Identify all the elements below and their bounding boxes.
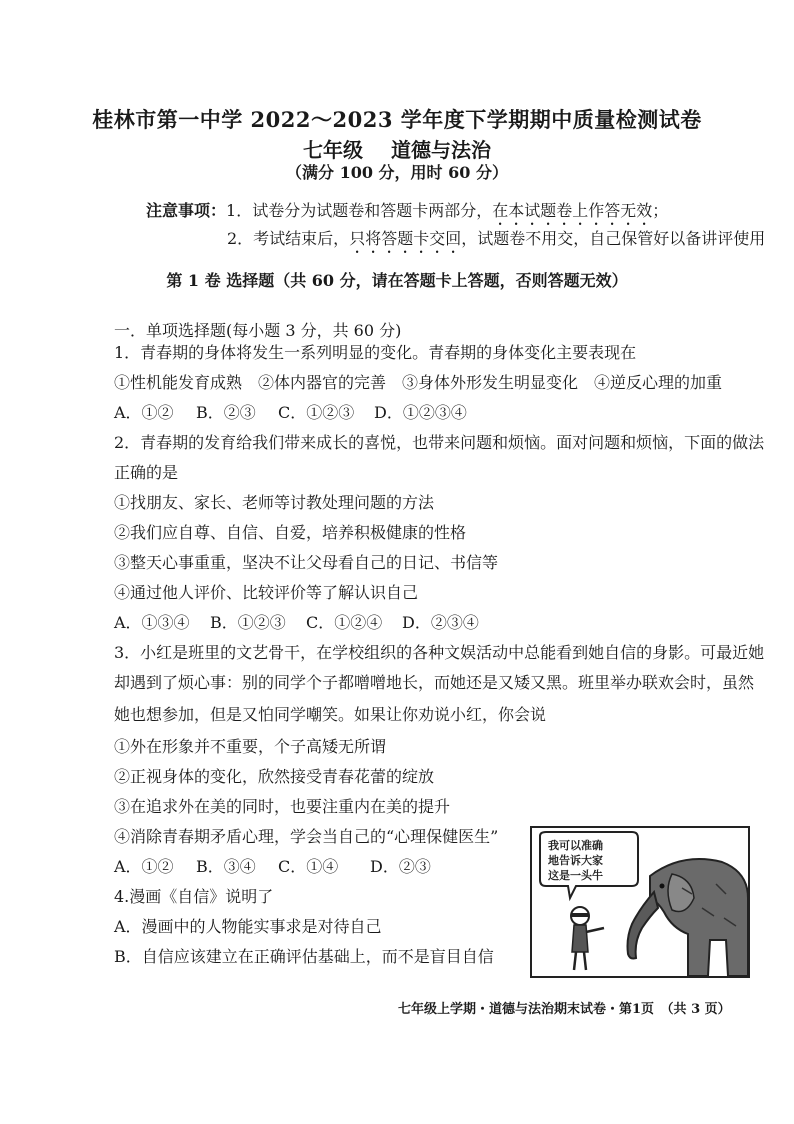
q2-item-1: ①找朋友、家长、老师等讨教处理问题的方法	[114, 493, 435, 512]
notice-line-1	[146, 198, 668, 229]
q2-options	[114, 610, 479, 633]
q4-option-b: B．自信应该建立在正确评估基础上，而不是盲目自信	[114, 947, 494, 966]
section-heading: 第 1 卷 选择题（共 60 分，请在答题卡上答题，否则答题无效）	[166, 271, 628, 290]
q1-option-b: B．②③	[196, 403, 256, 422]
q3-options	[114, 854, 431, 877]
q1-items: ①性机能发育成熟 ②体内器官的完善 ③身体外形发生明显变化 ④逆反心理的加重	[114, 373, 723, 392]
exam-subtitle	[0, 134, 794, 163]
grade-label: 七年级	[303, 138, 363, 162]
bubble-text-2: 地告诉大家	[548, 854, 603, 867]
q2-option-b: B．①②③	[210, 613, 286, 632]
q4-stem: 4.漫画《自信》说明了	[114, 887, 274, 906]
notice-line-2	[227, 226, 765, 257]
q1-option-a: A．①②	[114, 403, 174, 422]
notice-text: ；	[652, 201, 669, 220]
q2-item-4: ④通过他人评价、比较评价等了解认识自己	[114, 583, 419, 602]
q1-option-c: C．①②③	[278, 403, 355, 422]
q1-option-d: D．①②③④	[374, 403, 467, 422]
q4-option-a: A．漫画中的人物能实事求是对待自己	[114, 917, 382, 936]
notice-label: 注意事项：	[146, 201, 227, 220]
cartoon-illustration	[532, 828, 748, 976]
q3-stem-3: 她也想参加，但是又怕同学嘲笑。如果让你劝说小红，你会说	[114, 705, 547, 724]
exam-title: 桂林市第一中学 2022～2023 学年度下学期期中质量检测试卷	[92, 107, 702, 132]
score-time-line: （满分 100 分，用时 60 分）	[286, 163, 508, 182]
notice-text: ，试题卷不用交，自己保管好以备讲评使用	[461, 229, 766, 248]
q3-option-b: B．③④	[196, 857, 256, 876]
bubble-text-1: 我可以准确	[548, 839, 603, 852]
q3-stem-2: 却遇到了烦心事：别的同学个子都噌噌地长，而她还是又矮又黑。班里举办联欢会时，虽然	[114, 673, 755, 692]
cartoon-confidence	[530, 826, 750, 978]
q3-stem-1: 3．小红是班里的文艺骨干，在学校组织的各种文娱活动中总能看到她自信的身影。可最近她	[114, 643, 765, 662]
q1-stem: 1．青春期的身体将发生一系列明显的变化。青春期的身体变化主要表现在	[114, 343, 637, 362]
q3-item-1: ①外在形象并不重要，个子高矮无所谓	[114, 737, 387, 756]
q2-item-3: ③整天心事重重，坚决不让父母看自己的日记、书信等	[114, 553, 499, 572]
q2-option-d: D．②③④	[402, 613, 479, 632]
q3-option-a: A．①②	[114, 857, 174, 876]
blindfolded-person	[571, 907, 604, 970]
notice-text: 1．试卷分为试题卷和答题卡两部分，	[226, 201, 493, 220]
elephant	[628, 859, 749, 976]
q2-option-a: A．①③④	[114, 613, 190, 632]
q3-item-4: ④消除青春期矛盾心理，学会当自己的“心理保健医生”	[114, 827, 499, 846]
q1-options	[114, 400, 467, 423]
subject-label: 道德与法治	[391, 138, 491, 162]
part-title: 一．单项选择题(每小题 3 分，共 60 分)	[114, 321, 402, 340]
q3-item-2: ②正视身体的变化，欣然接受青春花蕾的绽放	[114, 767, 435, 786]
q2-option-c: C．①②④	[306, 613, 383, 632]
q2-item-2: ②我们应自尊、自信、自爱，培养积极健康的性格	[114, 523, 467, 542]
page-footer: 七年级上学期・道德与法治期末试卷・第1页 （共 3 页）	[398, 1002, 731, 1017]
q2-stem-1: 2．青春期的发育给我们带来成长的喜悦，也带来问题和烦恼。面对问题和烦恼，下面的做法	[114, 433, 765, 452]
notice-emphasis: 只将答题卡交回	[349, 229, 462, 248]
q3-option-c: C．①④	[278, 857, 339, 876]
q2-stem-2: 正确的是	[114, 463, 179, 482]
notice-emphasis: 在本试题卷上作答无效	[492, 201, 653, 220]
bubble-text-3: 这是一头牛	[548, 869, 603, 882]
q3-option-d: D．②③	[370, 857, 431, 876]
q3-item-3: ③在追求外在美的同时，也要注重内在美的提升	[114, 797, 451, 816]
notice-text: 2．考试结束后，	[227, 229, 350, 248]
